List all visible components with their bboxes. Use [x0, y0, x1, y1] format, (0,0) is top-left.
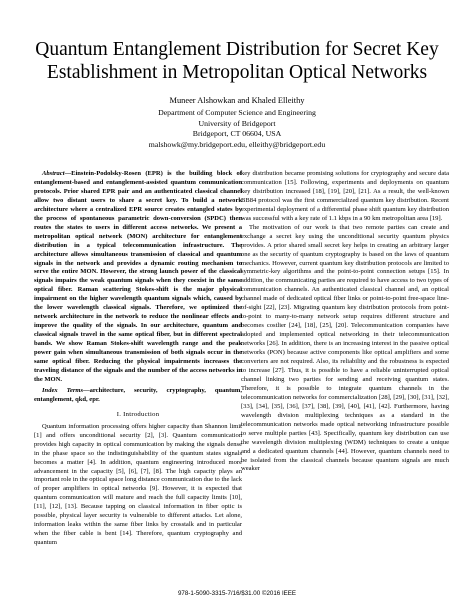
intro-paragraph-continued: key distribution became promising solutions for cryptography and secure data communication [15]. Following, experiments and deployments on quantum key distribution increased [18], [19], [20], [21]. As a result, the well-known BB84 protocol was the first commercialized quantum key distribution. Recent experimental deployment of a differential phase shift quantum key distribution was successful with a key rate of 1.1 kbps in a 90 km metropolitan area [19].	[241, 170, 449, 222]
abstract-text: —Einstein-Podolsky-Rosen (EPR) is the building block of entanglement-based and entanglement-assisted quantum communication protocols. Prior shared EPR pair and an authenticated classical channel allow two distant users to share a secret key. To build a network architecture where a centralized EPR source creates entangled states by the process of spontaneous parametric down-conversion (SPDC) then routes the states to users in different access networks. We present a metropolitan optical network (MON) architecture for entanglement distribution in a typical telecommunication infrastructure. The architecture allows simultaneous transmission of classical and quantum signals in the network and provides a dynamic routing mechanism to serve the entire MON. However, the strong launch power of the classical signals impairs the weak quantum signals when they coexist in the same optical fiber. Raman scattering Stokes-shift is the major physical impairment on the higher wavelength quantum signals which, caused by the lower wavelength classical signals. Therefore, we optimized the network architecture in the network to reduce the nonlinear effects and improve the quality of the signals. In our architecture, quantum and classical signals travel in the same optical fiber, but in different spectral bands. We show Raman Stokes-shift wavelength range and the peak power gain when simultaneous transmission of both signals occur in the same optical fiber. Reducing the physical impairments increases the traveling distance of the signals and the number of the access networks in the MON.	[34, 170, 242, 383]
copyright-footer: 978-1-5090-3315-7/16/$31.00 ©2016 IEEE	[177, 590, 297, 597]
author-names: Muneer Alshowkan and Khaled Elleithy	[169, 96, 305, 105]
right-column	[241, 170, 449, 580]
author-university: University of Bridgeport	[198, 118, 276, 128]
author-department: Department of Computer Science and Engineering	[158, 108, 316, 118]
index-terms-lead: Index Terms	[42, 386, 84, 394]
abstract-lead: Abstract	[42, 170, 65, 177]
intro-paragraph-2: The motivation of our work is that two remote parties can create and exchange a secret key using the unconditional security quantum physics provides. A prior shared small secret key helps in creating an arbitrary larger one as the security of quantum cryptography is based on the laws of quantum mechanics. However, current quantum key distribution protocols are limited to symmetric-key algorithms and the point-to-point connection setups [15]. In addition, the communicating parties are required to have access to two types of communication channels. An authenticated classical channel and, an optical channel made of dedicated optical fiber links or point-to-point free-space line-of-sight [22], [23]. Migrating quantum key distribution protocols from point-to-point to many-to-many network setup requires different structure and becomes costlier [24], [18], [25], [20]. Telecommunication companies have adopted and implemented optical networking in their telecommunication networks [26]. In addition, there is an increasing interest in the passive optical networks (PON) because active components like optical amplifiers and some converters are not required. Also, its reliability and the robustness is expected to increase [27]. Thus, it is possible to have a reliable uninterrupted optical channel linking two parties for sending and receiving quantum states. Therefore, it is possible to integrate quantum channels in the telecommunication networks for commercialization [28], [29], [30], [31], [32], [33], [34], [35], [36], [37], [38], [39], [40], [41], [42]. Furthermore, having wavelength division multiplexing techniques as a standard in the telecommunication networks made optical networking infrastructure possible to serve multiple parties [43]. Specifically, quantum key distribution can use the wavelength division multiplexing (WDM) techniques to create a unique and a dedicated quantum channels [44]. However, quantum channels need to be isolated from the classical channels because quantum signals are much weaker	[241, 223, 449, 473]
index-terms	[34, 387, 242, 405]
author-city: Bridgeport, CT 06604, USA	[192, 129, 282, 139]
intro-paragraph-1: Quantum information processing offers higher capacity than Shannon limit [1] and offers unconditional security [2], [3]. Quantum communication provides high capacity in optical communication by making the signals dense in the phase space so the indistinguishability of the quantum states signals becomes a matter [4]. In addition, quantum engineering introduced more advancement in the capacity [5], [6], [7], [8]. The high capacity plays an important role in the optical space long distance communication due to the lack of proper amplifiers in optical networks [9]. However, it is expected that quantum communication will mature and reach the full capacity limits [10], [11], [12], [13]. Because tapping on classical information in fiber optic is possible, physical layer security is vulnerable to different attacks. Let alone, information leaks within the same fiber links by crosstalk and in particular when the fiber cable is bent [14]. Therefore, quantum cryptography and quantum	[34, 422, 242, 547]
author-email: malshowk@my.bridgeport.edu, elleithy@bridgeport.edu	[148, 139, 326, 149]
author-block	[40, 96, 434, 150]
abstract	[34, 170, 242, 385]
paper-title: Quantum Entanglement Distribution for Secret Key Establishment in Metropolitan Optical Networks	[35, 39, 439, 83]
left-column	[34, 170, 242, 580]
index-terms-text: —architecture, security, cryptography, quantum, entanglement, qkd, epr.	[34, 386, 242, 403]
section-heading-introduction: I. Introduction	[116, 410, 160, 418]
